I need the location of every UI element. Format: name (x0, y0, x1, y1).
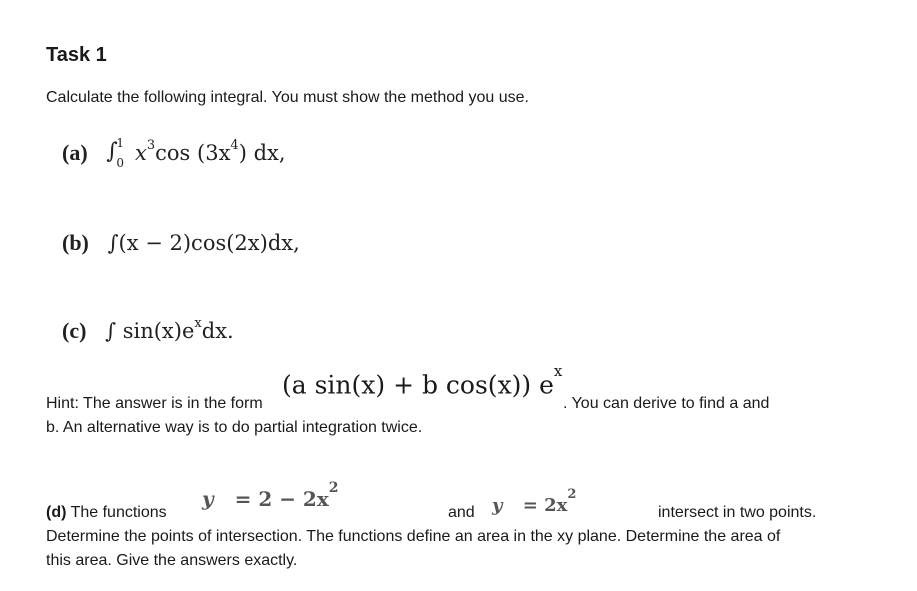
task-title: Task 1 (46, 44, 107, 66)
part-c-label: (c) (62, 318, 87, 343)
part-b-label: (b) (62, 230, 89, 255)
hint-form-expr: (a sin(x) + b cos(x)) e (282, 370, 554, 400)
part-b (62, 230, 300, 256)
part-a-label: (a) (62, 140, 88, 165)
hint-prefix: Hint: The answer is in the form (46, 395, 263, 412)
intro-text: Calculate the following integral. You must show the method you use. (46, 89, 529, 106)
eq2-exp: 2 (567, 487, 577, 502)
part-d-text2: intersect in two points. (658, 504, 817, 521)
part-a (62, 135, 286, 170)
equation-2 (492, 487, 577, 516)
eq1-exp: 2 (328, 480, 339, 496)
eq2-rhs: = 2x (522, 495, 568, 516)
part-c (62, 318, 234, 344)
integral-upper-limit: 1 (116, 135, 124, 150)
hint-suffix: . You can derive to find a and (563, 395, 770, 412)
part-a-mid: cos (3x (155, 141, 231, 165)
part-d-line2: Determine the points of intersection. The functions define an area in the xy plane. Determine the area of (46, 528, 781, 545)
equation-1 (202, 480, 339, 511)
part-c-exp: x (194, 316, 202, 331)
part-a-exp1: 3 (146, 138, 156, 153)
eq2-lhs: y (492, 495, 503, 516)
part-a-exp2: 4 (230, 138, 239, 153)
hint-form (282, 362, 563, 400)
part-a-pre: x (135, 141, 147, 165)
part-b-expression: ∫(x − 2)cos(2x)dx, (107, 231, 300, 255)
eq1-lhs: y (202, 486, 214, 511)
eq1-rhs: = 2 − 2x (234, 486, 329, 511)
integral-lower-limit: 0 (116, 155, 124, 170)
part-d-label: (d) (46, 504, 67, 521)
part-d-and: and (448, 504, 475, 521)
part-d-text1: The functions (70, 504, 167, 521)
integral-sign-icon: ∫ 1 0 (106, 135, 124, 170)
part-d-line3: this area. Give the answers exactly. (46, 552, 298, 569)
part-a-post: ) dx, (238, 141, 286, 165)
part-c-post: dx. (201, 319, 234, 343)
hint-line2: b. An alternative way is to do partial integration twice. (46, 419, 423, 436)
part-c-pre: ∫ sin(x)e (105, 319, 195, 343)
part-d-intro (46, 504, 167, 522)
hint-form-exp: x (553, 362, 563, 380)
